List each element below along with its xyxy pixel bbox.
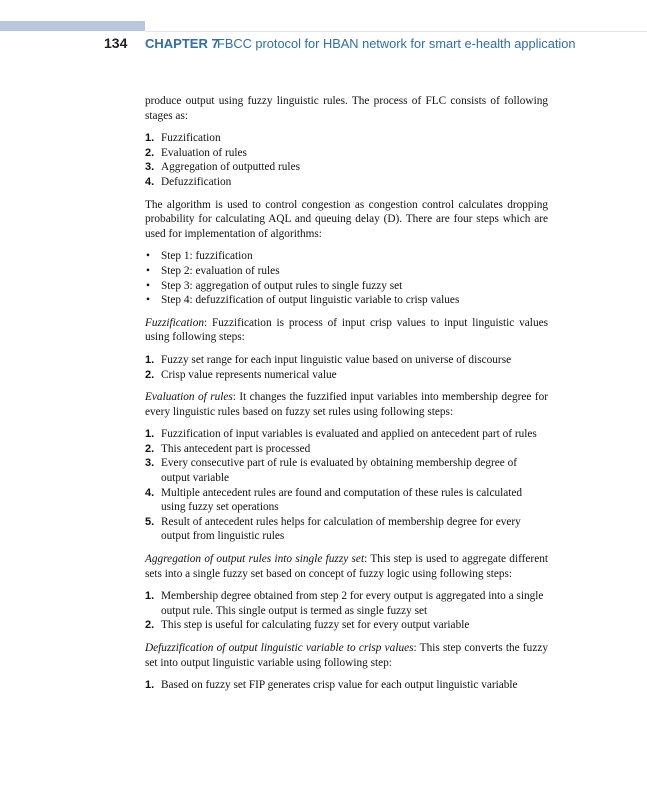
chapter-label: CHAPTER 7: [145, 36, 219, 51]
list-evaluation-steps: [145, 427, 548, 544]
list-text: Aggregation of outputted rules: [161, 161, 300, 174]
term-fuzzification: Fuzzification: [145, 316, 204, 329]
bullet-glyph: •: [146, 294, 150, 307]
paragraph-flc-intro: produce output using fuzzy linguistic rules. The process of FLC consists of following stages as:: [145, 95, 548, 122]
paragraph-text: : This step converts the fuzzy set into output linguistic variable using following step:: [145, 642, 548, 669]
list-text: Fuzzification of input variables is evaluated and applied on antecedent part of rules: [161, 428, 537, 441]
paragraph-text: : Fuzzification is process of input crisp values to input linguistic values using following steps:: [145, 316, 548, 344]
chapter-title: FBCC protocol for HBAN network for smart e-health application: [217, 36, 576, 51]
list-text: Fuzzy set range for each input linguistic value based on universe of discourse: [161, 353, 512, 366]
list-text: Step 3: aggregation of output rules to single fuzzy set: [161, 279, 403, 292]
list-number: 1.: [145, 353, 155, 366]
paragraph-text: : This step is used to aggregate different sets into a single fuzzy set based on concept of fuzzy logic using following steps:: [145, 553, 548, 580]
list-text: Fuzzification: [161, 132, 221, 145]
term-evaluation-of-rules: Evaluation of rules: [145, 391, 233, 404]
list-item: [145, 442, 548, 457]
list-text: Result of antecedent rules helps for calculation of membership degree for every output from linguistic rules: [161, 515, 521, 543]
list-number: 2.: [145, 368, 155, 381]
list-item: [145, 146, 548, 161]
list-text: Defuzzification: [161, 175, 232, 188]
list-number: 2.: [145, 146, 155, 159]
list-number: 4.: [145, 486, 155, 499]
header-accent-bar: [0, 21, 145, 31]
list-number: 4.: [145, 175, 155, 188]
paragraph-fuzzification: [145, 316, 548, 345]
header-rule: [145, 31, 647, 32]
list-text: Membership degree obtained from step 2 for every output is aggregated into a single output rule. This single output is termed as single fuzzy set: [161, 590, 544, 617]
list-number: 5.: [145, 515, 155, 528]
list-item: [145, 368, 548, 383]
list-item: [145, 160, 548, 175]
list-number: 1.: [145, 679, 155, 692]
list-text: This antecedent part is processed: [161, 442, 311, 455]
list-item: [145, 515, 548, 544]
list-number: 1.: [145, 132, 155, 145]
term-aggregation: Aggregation of output rules into single fuzzy set: [145, 553, 365, 566]
list-number: 1.: [145, 590, 155, 603]
list-text: Every consecutive part of rule is evaluated by obtaining membership degree of output variable: [161, 457, 518, 485]
term-defuzzification: Defuzzification of output linguistic variable to crisp values: [145, 642, 414, 654]
list-defuzzification-steps: [145, 678, 548, 693]
list-item: [145, 427, 548, 442]
bullet-glyph: •: [146, 264, 150, 277]
body-text: [145, 94, 548, 701]
list-text: Multiple antecedent rules are found and computation of these rules is calculated using fuzzy set operations: [161, 486, 523, 514]
paragraph-text: : It changes the fuzzified input variables into membership degree for every linguistic rules based on fuzzy set rules using following steps:: [145, 391, 549, 418]
list-number: 3.: [145, 457, 155, 470]
list-item: [145, 589, 548, 618]
list-text: Step 2: evaluation of rules: [161, 264, 280, 277]
list-item: [145, 293, 548, 308]
running-header: [0, 35, 647, 55]
list-item: [145, 249, 548, 264]
list-item: [145, 264, 548, 279]
list-item: [145, 486, 548, 515]
paragraph-defuzzification: [145, 641, 548, 670]
list-item: [145, 353, 548, 368]
list-text: Step 4: defuzzification of output linguistic variable to crisp values: [161, 294, 460, 307]
paragraph-aggregation: [145, 552, 548, 581]
paragraph-evaluation: [145, 390, 548, 419]
list-item: [145, 175, 548, 190]
list-aggregation-steps: [145, 589, 548, 633]
list-text: Crisp value represents numerical value: [161, 368, 337, 381]
list-text: This step is useful for calculating fuzzy set for every output variable: [161, 619, 470, 632]
list-number: 1.: [145, 428, 155, 441]
page-number: 134: [104, 35, 128, 51]
list-number: 3.: [145, 161, 155, 174]
bullet-glyph: •: [146, 250, 150, 263]
list-text: Step 1: fuzzification: [161, 250, 253, 263]
list-number: 2.: [145, 619, 155, 632]
list-item: [145, 618, 548, 633]
list-item: [145, 279, 548, 294]
list-text: Based on fuzzy set FIP generates crisp value for each output linguistic variable: [161, 679, 518, 692]
list-text: Evaluation of rules: [161, 146, 247, 159]
bullet-glyph: •: [146, 279, 150, 292]
list-item: [145, 678, 548, 693]
list-algorithm-steps: [145, 249, 548, 307]
paragraph-algorithm: The algorithm is used to control congestion as congestion control calculates dropping probability for calculating AQL and queuing delay (D). There are four steps which are used for implementation of algorithms:: [145, 198, 548, 240]
list-fuzzification-steps: [145, 353, 548, 382]
list-item: [145, 131, 548, 146]
list-number: 2.: [145, 442, 155, 455]
list-item: [145, 456, 548, 485]
list-flc-stages: [145, 131, 548, 189]
